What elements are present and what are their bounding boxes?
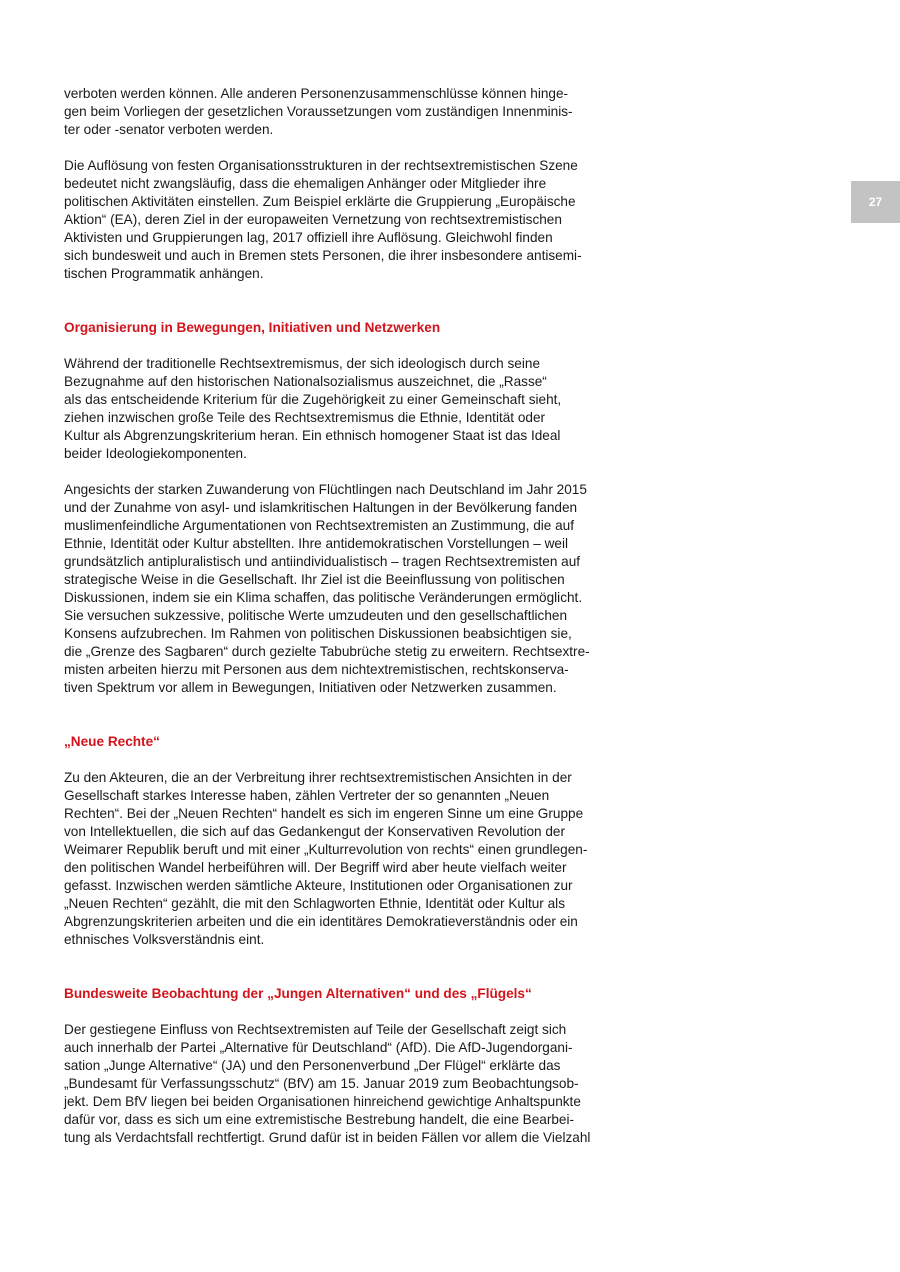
- text-line: als das entscheidende Kriterium für die Zugehörigkeit zu einer Gemeinschaft sieht,: [64, 392, 562, 407]
- text-line: verboten werden können. Alle anderen Personenzusammenschlüsse können hinge-: [64, 86, 569, 101]
- section-heading: Bundesweite Beobachtung der „Jungen Alternativen“ und des „Flügels“: [64, 986, 532, 1001]
- text-line: Diskussionen, indem sie ein Klima schaffen, das politische Veränderungen ermöglicht.: [64, 590, 583, 605]
- text-line: Konsens aufzubrechen. Im Rahmen von politischen Diskussionen beabsichtigen sie,: [64, 626, 572, 641]
- text-line: jekt. Dem BfV liegen bei beiden Organisationen hinreichend gewichtige Anhaltspunkte: [64, 1094, 581, 1109]
- text-line: muslimenfeindliche Argumentationen von Rechtsextremisten an Zustimmung, die auf: [64, 518, 575, 533]
- text-line: und der Zunahme von asyl- und islamkritischen Haltungen in der Bevölkerung fanden: [64, 500, 578, 515]
- text-line: sich bundesweit und auch in Bremen stets Personen, die ihrer insbesondere antisemi-: [64, 248, 582, 263]
- text-line: grundsätzlich antipluralistisch und antiindividualistisch – tragen Rechtsextremisten auf: [64, 554, 581, 569]
- text-line: Angesichts der starken Zuwanderung von Flüchtlingen nach Deutschland im Jahr 2015: [64, 482, 587, 497]
- page-number: 27: [868, 195, 883, 209]
- text-line: ter oder -senator verboten werden.: [64, 122, 274, 137]
- text-line: Aktion“ (EA), deren Ziel in der europaweiten Vernetzung von rechtsextremistischen: [64, 212, 562, 227]
- text-line: ethnisches Volksverständnis eint.: [64, 932, 265, 947]
- text-line: Aktivisten und Gruppierungen lag, 2017 offiziell ihre Auflösung. Gleichwohl finden: [64, 230, 553, 245]
- text-line: von Intellektuellen, die sich auf das Gedankengut der Konservativen Revolution der: [64, 824, 566, 839]
- text-line: gen beim Vorliegen der gesetzlichen Voraussetzungen vom zuständigen Innenminis-: [64, 104, 573, 119]
- text-line: Die Auflösung von festen Organisationsstrukturen in der rechtsextremistischen Szene: [64, 158, 578, 173]
- text-line: tischen Programmatik anhängen.: [64, 266, 264, 281]
- text-line: bedeutet nicht zwangsläufig, dass die ehemaligen Anhänger oder Mitglieder ihre: [64, 176, 547, 191]
- text-line: ziehen inzwischen große Teile des Rechtsextremismus die Ethnie, Identität oder: [64, 410, 546, 425]
- text-line: „Neuen Rechten“ gezählt, die mit den Schlagworten Ethnie, Identität oder Kultur als: [64, 896, 565, 911]
- text-line: Während der traditionelle Rechtsextremismus, der sich ideologisch durch seine: [64, 356, 541, 371]
- text-line: tiven Spektrum vor allem in Bewegungen, Initiativen oder Netzwerken zusammen.: [64, 680, 557, 695]
- text-line: Ethnie, Identität oder Kultur abstellten. Ihre antidemokratischen Vorstellungen – weil: [64, 536, 569, 551]
- paragraph: [64, 769, 624, 949]
- text-line: politischen Aktivitäten einstellen. Zum Beispiel erklärte die Gruppierung „Europäische: [64, 194, 576, 209]
- text-line: Kultur als Abgrenzungskriterium heran. Ein ethnisch homogener Staat ist das Ideal: [64, 428, 561, 443]
- text-line: auch innerhalb der Partei „Alternative für Deutschland“ (AfD). Die AfD-Jugendorgani-: [64, 1040, 573, 1055]
- text-line: gefasst. Inzwischen werden sämtliche Akteure, Institutionen oder Organisationen zur: [64, 878, 573, 893]
- text-line: misten arbeiten hierzu mit Personen aus dem nichtextremistischen, rechtskonserva-: [64, 662, 569, 677]
- text-line: Bezugnahme auf den historischen Nationalsozialismus auszeichnet, die „Rasse“: [64, 374, 547, 389]
- text-line: „Bundesamt für Verfassungsschutz“ (BfV) am 15. Januar 2019 zum Beobachtungsob-: [64, 1076, 579, 1091]
- text-line: beider Ideologiekomponenten.: [64, 446, 247, 461]
- section-heading: Organisierung in Bewegungen, Initiativen und Netzwerken: [64, 320, 441, 335]
- text-line: Gesellschaft starkes Interesse haben, zählen Vertreter der so genannten „Neuen: [64, 788, 550, 803]
- text-line: Sie versuchen sukzessive, politische Werte umzudeuten und den gesellschaftlichen: [64, 608, 568, 623]
- paragraph: [64, 1021, 624, 1147]
- document-body: [64, 85, 624, 1165]
- text-line: Rechten“. Bei der „Neuen Rechten“ handelt es sich im engeren Sinne um eine Gruppe: [64, 806, 584, 821]
- page-number-tab: [851, 181, 900, 223]
- paragraph: [64, 157, 624, 283]
- paragraph: [64, 481, 624, 697]
- text-line: Weimarer Republik beruft und mit einer „Kulturrevolution von rechts“ einen grundlegen-: [64, 842, 588, 857]
- text-line: strategische Weise in die Gesellschaft. Ihr Ziel ist die Beeinflussung von politischen: [64, 572, 565, 587]
- text-line: dafür vor, dass es sich um eine extremistische Bestrebung handelt, die eine Bearbei-: [64, 1112, 575, 1127]
- paragraph: [64, 85, 624, 139]
- text-line: tung als Verdachtsfall rechtfertigt. Grund dafür ist in beiden Fällen vor allem die Vielzahl: [64, 1130, 591, 1145]
- text-line: die „Grenze des Sagbaren“ durch gezielte Tabubrüche stetig zu erweitern. Rechtsextre-: [64, 644, 590, 659]
- text-line: sation „Junge Alternative“ (JA) und den Personenverbund „Der Flügel“ erklärte das: [64, 1058, 561, 1073]
- text-line: Abgrenzungskriterien arbeiten und die ein identitäres Demokratieverständnis oder ein: [64, 914, 578, 929]
- text-line: Der gestiegene Einfluss von Rechtsextremisten auf Teile der Gesellschaft zeigt sich: [64, 1022, 567, 1037]
- section-heading: „Neue Rechte“: [64, 734, 160, 749]
- paragraph: [64, 355, 624, 463]
- text-line: den politischen Wandel herbeiführen will. Der Begriff wird aber heute vielfach weiter: [64, 860, 567, 875]
- text-line: Zu den Akteuren, die an der Verbreitung ihrer rechtsextremistischen Ansichten in der: [64, 770, 572, 785]
